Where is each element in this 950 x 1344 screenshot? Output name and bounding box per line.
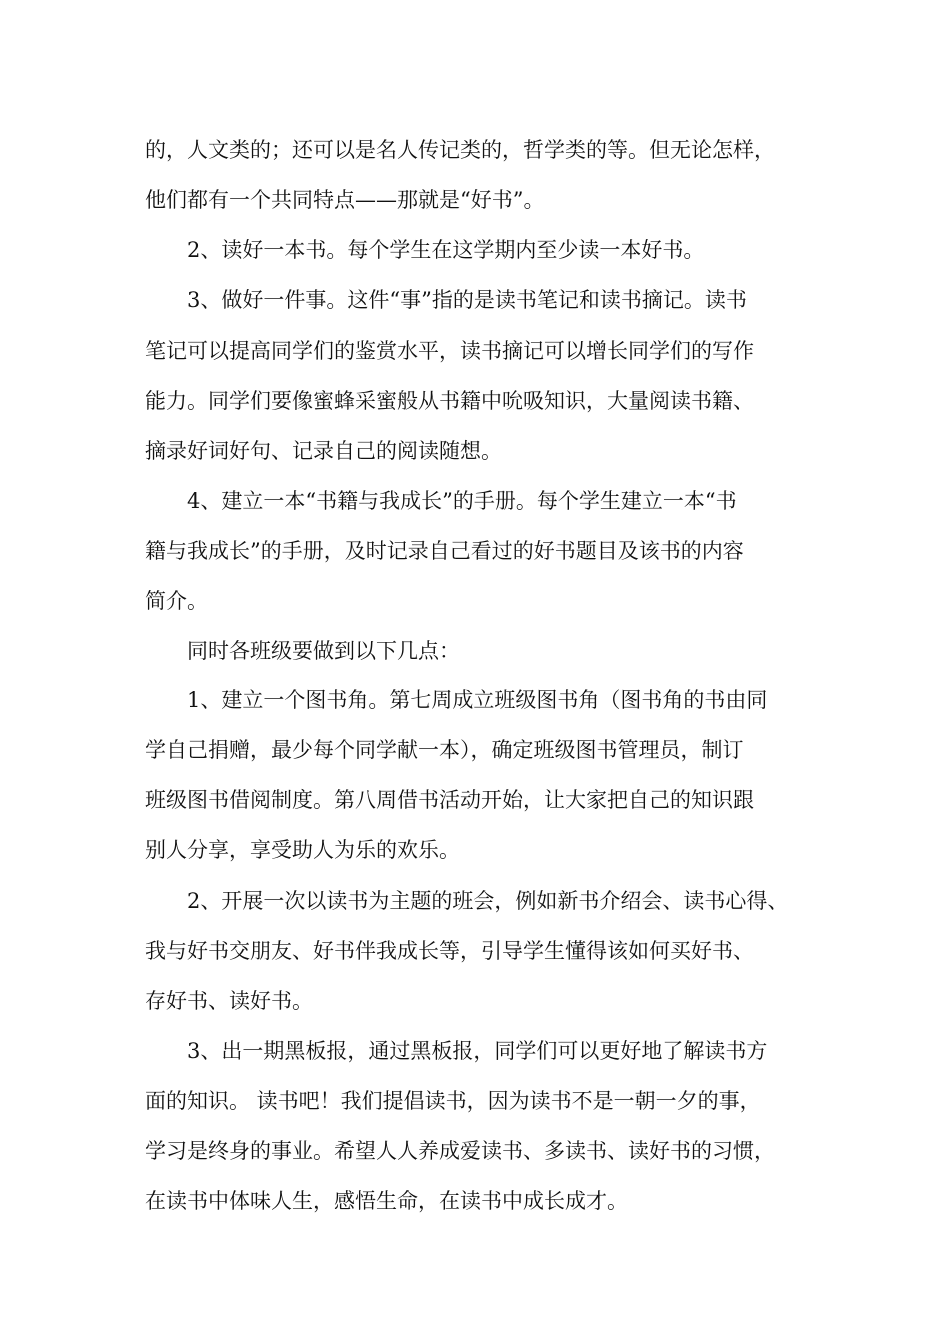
text-line: 简介。 [145, 589, 208, 613]
text-line: 学自己捐赠，最少每个同学献一本），确定班级图书管理员，制订 [145, 738, 744, 762]
text-line: 在读书中体味人生，感悟生命，在读书中成长成才。 [145, 1189, 628, 1213]
text-line: 同时各班级要做到以下几点： [187, 639, 460, 663]
text-line: 籍与我成长”的手册，及时记录自己看过的好书题目及该书的内容 [145, 539, 744, 563]
text-line: 1、建立一个图书角。第七周成立班级图书角（图书角的书由同 [187, 688, 768, 712]
text-line: 4、建立一本“书籍与我成长”的手册。每个学生建立一本“书 [187, 489, 737, 513]
text-line: 2、开展一次以读书为主题的班会，例如新书介绍会、读书心得、 [187, 889, 789, 913]
text-line: 我与好书交朋友、好书伴我成长等，引导学生懂得该如何买好书、 [145, 939, 754, 963]
text-line: 别人分享，享受助人为乐的欢乐。 [145, 838, 460, 862]
text-line: 班级图书借阅制度。第八周借书活动开始，让大家把自己的知识跟 [145, 788, 754, 812]
text-line: 摘录好词好句、记录自己的阅读随想。 [145, 439, 502, 463]
text-line: 的，人文类的；还可以是名人传记类的，哲学类的等。但无论怎样， [145, 138, 775, 162]
text-line: 3、做好一件事。这件“事”指的是读书笔记和读书摘记。读书 [187, 288, 747, 312]
text-line: 2、读好一本书。每个学生在这学期内至少读一本好书。 [187, 238, 705, 262]
text-line: 学习是终身的事业。希望人人养成爱读书、多读书、读好书的习惯， [145, 1139, 775, 1163]
text-line: 能力。同学们要像蜜蜂采蜜般从书籍中吮吸知识，大量阅读书籍、 [145, 389, 754, 413]
text-line: 3、出一期黑板报，通过黑板报，同学们可以更好地了解读书方 [187, 1039, 768, 1063]
text-line: 存好书、读好书。 [145, 989, 313, 1013]
text-line: 他们都有一个共同特点——那就是“好书”。 [145, 188, 545, 212]
text-line: 面的知识。 读书吧！我们提倡读书，因为读书不是一朝一夕的事， [145, 1089, 761, 1113]
text-line: 笔记可以提高同学们的鉴赏水平，读书摘记可以增长同学们的写作 [145, 339, 754, 363]
